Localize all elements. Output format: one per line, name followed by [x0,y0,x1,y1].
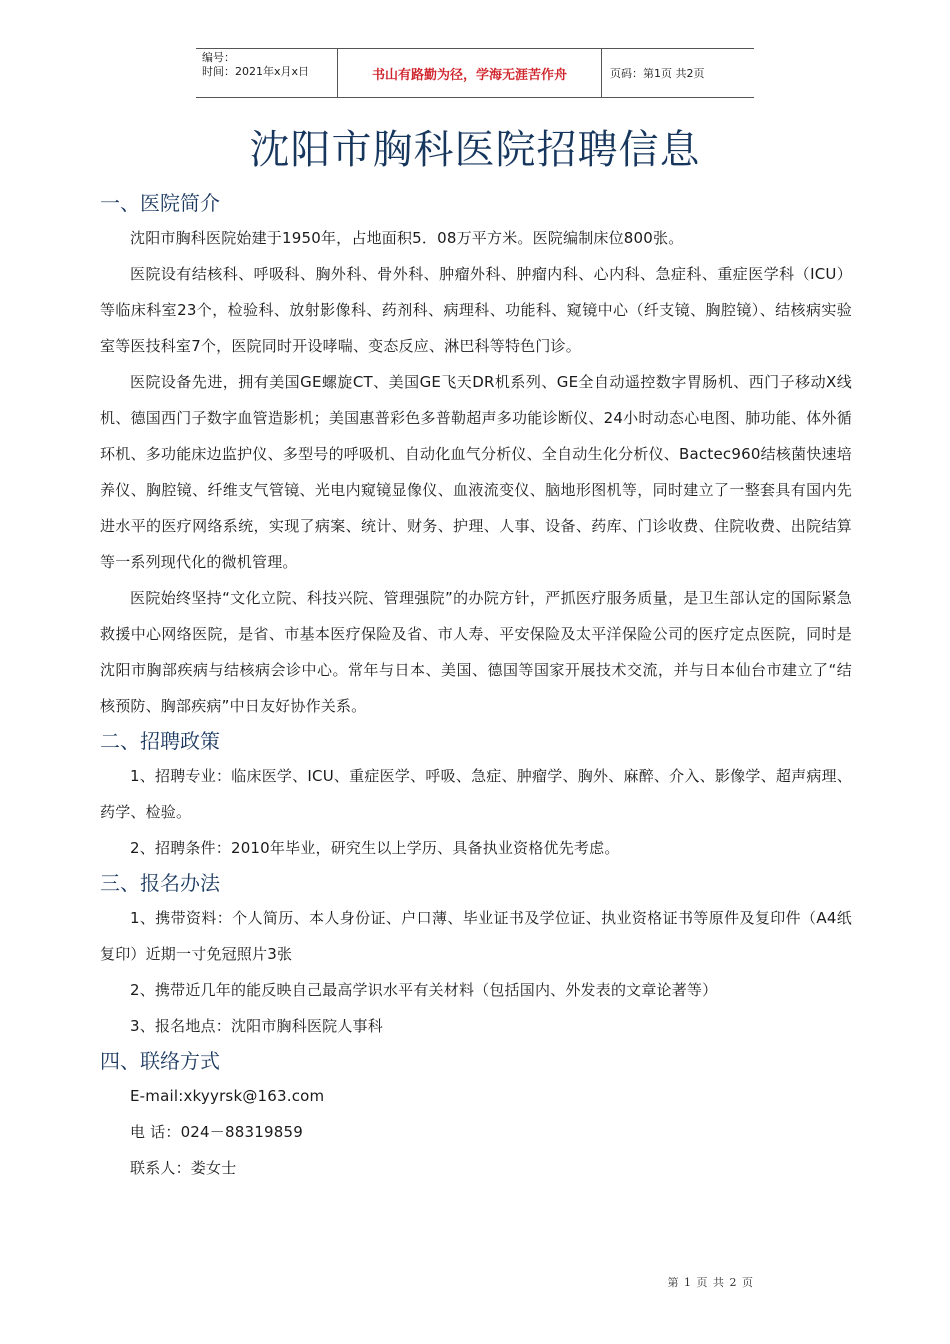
header-meta [196,49,338,97]
contact-phone: 电 话：024－88319859 [130,1123,303,1141]
section-heading-policy: 二、招聘政策 [100,729,220,753]
paragraph: 2、携带近几年的能反映自己最高学识水平有关材料（包括国内、外发表的文章论著等） [130,981,718,999]
document-body [100,186,852,1186]
document-header [196,48,754,98]
paragraph: 2、招聘条件：2010年毕业，研究生以上学历、具备执业资格优先考虑。 [130,839,620,857]
contact-person: 联系人：娄女士 [130,1159,237,1177]
page-title: 沈阳市胸科医院招聘信息 [249,127,701,173]
section-heading-registration: 三、报名办法 [100,871,220,895]
section-heading-contact: 四、联络方式 [100,1049,220,1073]
paragraph: 医院始终坚持“文化立院、科技兴院、管理强院”的办院方针，严抓医疗服务质量，是卫生部认定的国际紧急救援中心网络医院，是省、市基本医疗保险及省、市人寿、平安保险及太平洋保险公司的医疗定点医院，同时是沈阳市胸部疾病与结核病会诊中心。常年与日本、美国、德国等国家开展技术交流，并与日本仙台市建立了“结核预防、胸部疾病”中日友好协作关系。 [100,589,852,715]
number-label: 编号： [202,51,235,64]
header-page-code: 页码：第1页 共2页 [610,67,705,80]
paragraph: 3、报名地点：沈阳市胸科医院人事科 [130,1017,383,1035]
paragraph: 1、携带资料：个人简历、本人身份证、户口薄、毕业证书及学位证、执业资格证书等原件及复印件（A4纸复印）近期一寸免冠照片3张 [100,909,852,963]
paragraph: 医院设有结核科、呼吸科、胸外科、骨外科、肿瘤外科、肿瘤内科、心内科、急症科、重症医学科（ICU）等临床科室23个，检验科、放射影像科、药剂科、病理科、功能科、窥镜中心（纤支镜、胸腔镜）、结核病实验室等医技科室7个，医院同时开设哮喘、变态反应、淋巴科等特色门诊。 [100,265,852,355]
header-motto: 书山有路勤为径，学海无涯苦作舟 [338,49,602,97]
paragraph: 沈阳市胸科医院始建于1950年，占地面积5．08万平方米。医院编制床位800张。 [130,229,684,247]
footer-page-indicator: 第 1 页 共 2 页 [667,1276,754,1289]
contact-email[interactable]: E-mail:xkyyrsk@163.com [130,1087,325,1105]
section-heading-intro: 一、医院简介 [100,191,220,215]
paragraph: 医院设备先进，拥有美国GE螺旋CT、美国GE飞天DR机系列、GE全自动遥控数字胃肠机、西门子移动X线机、德国西门子数字血管造影机；美国惠普彩色多普勒超声多功能诊断仪、24小时动态心电图、肺功能、体外循环机、多功能床边监护仪、多型号的呼吸机、自动化血气分析仪、全自动生化分析仪、Bactec960结核菌快速培养仪、胸腔镜、纤维支气管镜、光电内窥镜显像仪、血液流变仪、脑地形图机等，同时建立了一整套具有国内先进水平的医疗网络系统，实现了病案、统计、财务、护理、人事、设备、药库、门诊收费、住院收费、出院结算等一系列现代化的微机管理。 [100,373,852,571]
paragraph: 1、招聘专业：临床医学、ICU、重症医学、呼吸、急症、肿瘤学、胸外、麻醉、介入、影像学、超声病理、药学、检验。 [100,767,852,821]
time-label: 时间：2021年x月x日 [202,65,310,78]
